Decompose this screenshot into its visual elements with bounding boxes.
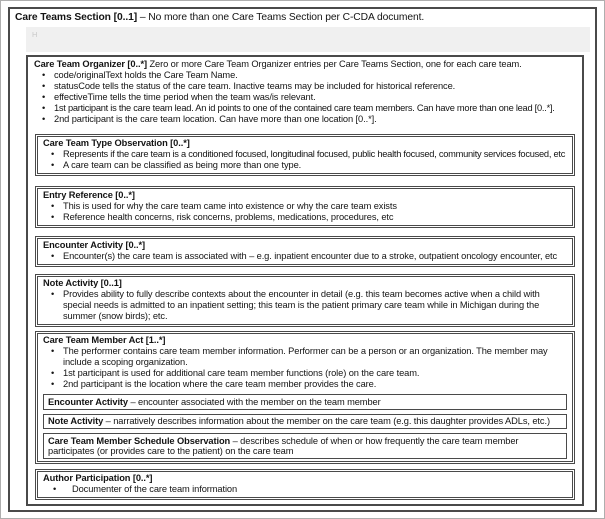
- organizer-bullet-list: [34, 70, 576, 125]
- care-teams-section-box: [8, 7, 597, 512]
- bullet-item: • This is used for why the care team came into existence or why the care team exists: [43, 201, 567, 212]
- bullet-item: • 1st participant is used for additional care team member functions (role) on the care team.: [43, 368, 567, 379]
- box-desc: – describes schedule of when or how frequently the care team member participates (or provides care to the patient) on the care team: [48, 435, 519, 456]
- collapsed-content-bar: [26, 27, 590, 52]
- encounter-activity-box: [35, 236, 575, 267]
- note-activity-box: [35, 274, 575, 327]
- box-title: Author Participation [0..*]: [43, 473, 153, 483]
- bullet-item: • Represents if the care team is a conditioned focused, longitudinal focused, public health focused, community services focused, etc: [43, 149, 567, 160]
- box-header: [43, 335, 567, 346]
- bullet-list: [43, 201, 567, 223]
- bullet-item: • Reference health concerns, risk concerns, problems, medications, procedures, etc: [43, 212, 567, 223]
- bullet-list: [43, 346, 567, 390]
- bullet-item: • 2nd participant is the care team location. Can have more than one location [0..*].: [34, 114, 576, 125]
- bullet-item: • The performer contains care team member information. Performer can be a person or an organization. The member may include a scoping organization.: [43, 346, 567, 368]
- member-note-activity-box: [43, 414, 567, 430]
- care-team-member-act-box: [35, 331, 575, 464]
- bullet-item: • A care team can be classified as being more than one type.: [43, 160, 567, 171]
- care-team-type-observation-box: [35, 134, 575, 176]
- box-title: Entry Reference [0..*]: [43, 190, 135, 200]
- box-header: [43, 240, 567, 251]
- box-header: [43, 138, 567, 149]
- box-title: Encounter Activity [0..*]: [43, 240, 146, 250]
- collapsed-marker: H: [32, 30, 38, 39]
- organizer-header: [34, 59, 576, 70]
- box-title: Note Activity: [48, 416, 104, 426]
- box-header: [43, 278, 567, 289]
- box-title: Care Team Member Schedule Observation: [48, 435, 231, 446]
- bullet-item: • statusCode tells the status of the care team. Inactive teams may be included for historical reference.: [34, 81, 576, 92]
- member-encounter-activity-box: [43, 394, 567, 410]
- organizer-desc: Zero or more Care Team Organizer entries per Care Teams Section, one for each care team.: [149, 59, 522, 69]
- bullet-item: • Documenter of the care team information: [43, 484, 567, 495]
- box-desc: – encounter associated with the member on the team member: [130, 396, 381, 407]
- box-title: Care Team Member Act [1..*]: [43, 335, 166, 345]
- bullet-item: • effectiveTime tells the time period when the team was/is relevant.: [34, 92, 576, 103]
- author-participation-box: [35, 469, 575, 500]
- bullet-item: • Encounter(s) the care team is associated with – e.g. inpatient encounter due to a stroke, outpatient oncology encounter, etc: [43, 251, 567, 262]
- section-desc: – No more than one Care Teams Section per C-CDA document.: [139, 12, 425, 23]
- organizer-title: Care Team Organizer [0..*]: [34, 59, 147, 69]
- box-header: [43, 473, 567, 484]
- bullet-list: [43, 149, 567, 171]
- bullet-list: [43, 289, 567, 322]
- care-team-organizer-box: [26, 55, 584, 506]
- box-title: Care Team Type Observation [0..*]: [43, 138, 190, 148]
- bullet-item: • code/originalText holds the Care Team Name.: [34, 70, 576, 81]
- section-title-row: [15, 12, 590, 24]
- box-title: Note Activity [0..1]: [43, 278, 122, 288]
- box-title: Encounter Activity: [48, 396, 128, 407]
- bullet-item: • Provides ability to fully describe contexts about the encounter in detail (e.g. this team becomes active when a child with special needs is admitted to an inpatient setting; this team is the patient primary care team while in Michigan during the summer (snow birds); etc.: [43, 289, 567, 322]
- bullet-list: [43, 251, 567, 262]
- bullet-item: • 2nd participant is the location where the care team member provides the care.: [43, 379, 567, 390]
- bullet-list: [43, 484, 567, 495]
- member-schedule-observation-box: [43, 433, 567, 459]
- entry-reference-box: [35, 186, 575, 228]
- box-header: [43, 190, 567, 201]
- box-desc: – narratively describes information about the member on the care team (e.g. this daughter provides ADLs, etc.): [105, 416, 550, 426]
- section-title: Care Teams Section [0..1]: [15, 12, 138, 23]
- bullet-item: • 1st participant is the care team lead. An id points to one of the contained care team members. Can have more than one lead [0..*].: [34, 103, 576, 114]
